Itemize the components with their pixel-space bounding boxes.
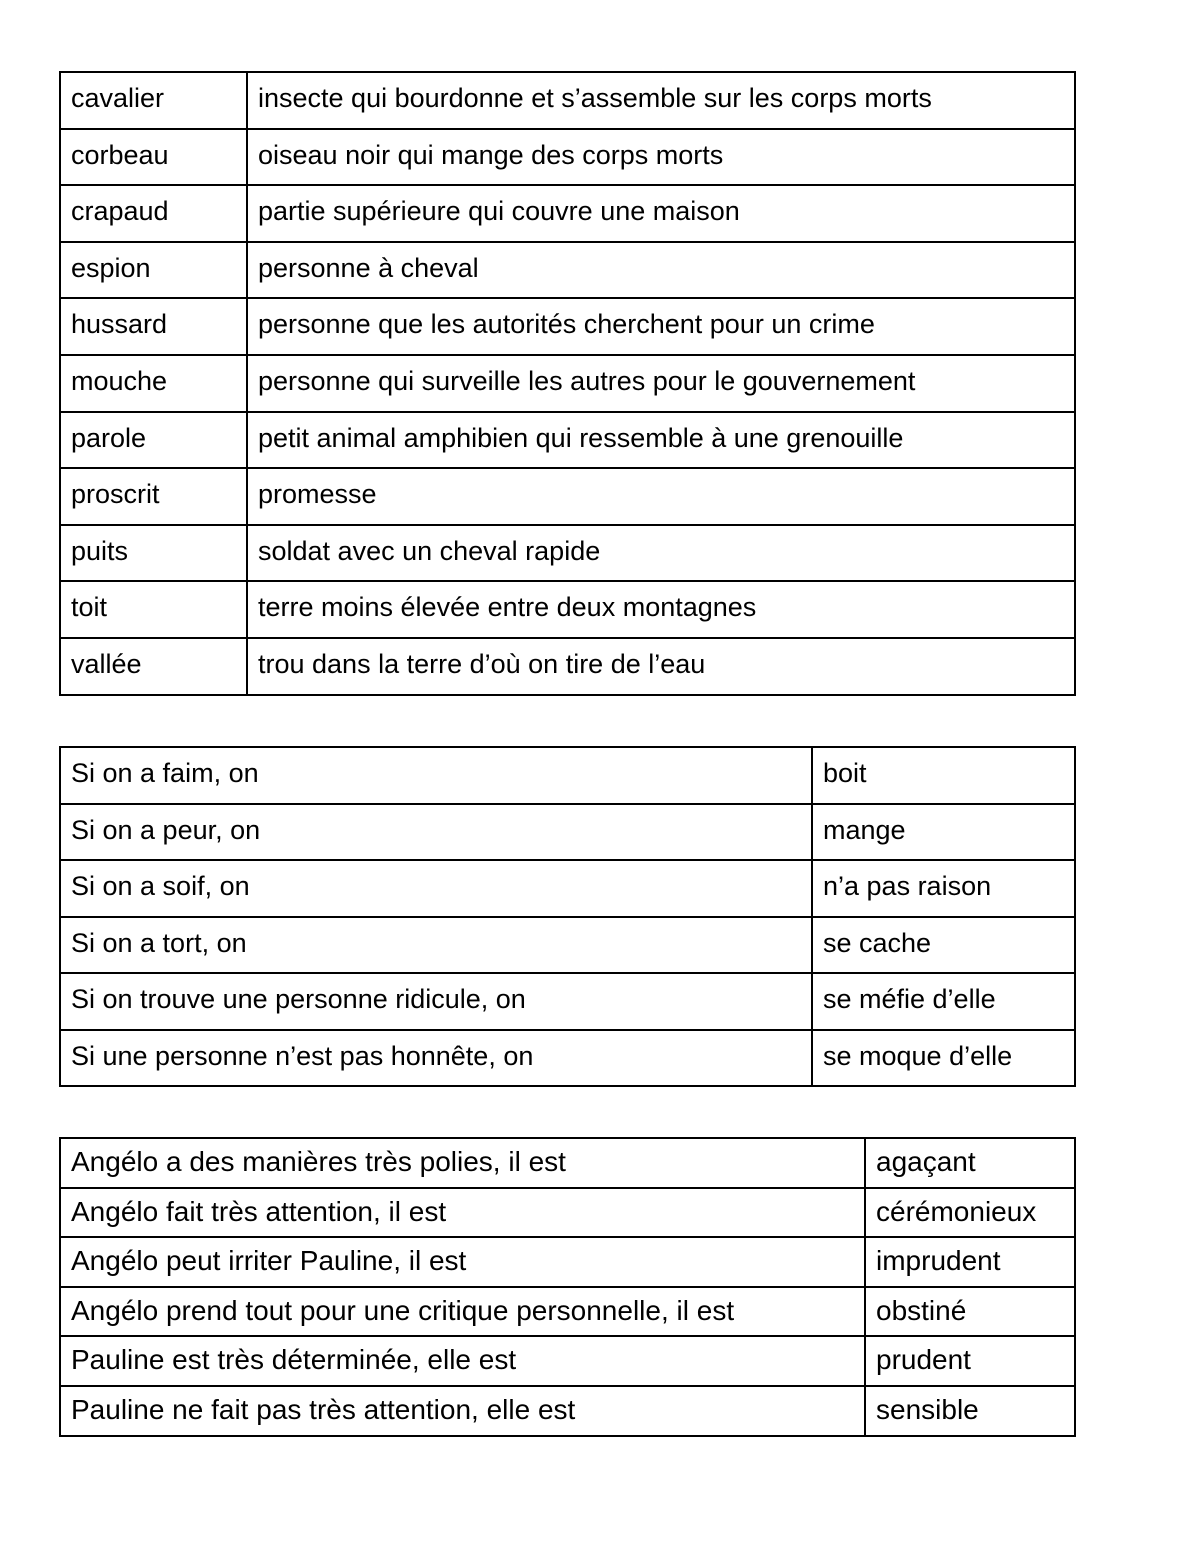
- table-row: [60, 860, 1075, 917]
- word-cell: vallée: [60, 638, 247, 695]
- table-row: [60, 298, 1075, 355]
- table-row: [60, 638, 1075, 695]
- table-row: [60, 525, 1075, 582]
- table-row: [60, 917, 1075, 974]
- table-row: [60, 355, 1075, 412]
- reaction-cell: se moque d’elle: [812, 1030, 1075, 1087]
- condition-cell: Si on trouve une personne ridicule, on: [60, 973, 812, 1030]
- table-row: [60, 747, 1075, 804]
- definition-cell: partie supérieure qui couvre une maison: [247, 185, 1075, 242]
- reaction-cell: mange: [812, 804, 1075, 861]
- condition-cell: Si une personne n’est pas honnête, on: [60, 1030, 812, 1087]
- definition-cell: terre moins élevée entre deux montagnes: [247, 581, 1075, 638]
- reaction-cell: se cache: [812, 917, 1075, 974]
- definition-cell: personne à cheval: [247, 242, 1075, 299]
- table-row: [60, 581, 1075, 638]
- table-row: [60, 1386, 1075, 1436]
- sentence-cell: Angélo peut irriter Pauline, il est: [60, 1237, 865, 1287]
- table-row: [60, 1237, 1075, 1287]
- adjective-cell: sensible: [865, 1386, 1075, 1436]
- table-row: [60, 1287, 1075, 1337]
- definition-cell: trou dans la terre d’où on tire de l’eau: [247, 638, 1075, 695]
- definition-cell: personne qui surveille les autres pour le gouvernement: [247, 355, 1075, 412]
- word-cell: puits: [60, 525, 247, 582]
- sentence-cell: Pauline est très déterminée, elle est: [60, 1336, 865, 1386]
- adjective-cell: prudent: [865, 1336, 1075, 1386]
- table-row: [60, 468, 1075, 525]
- condition-cell: Si on a soif, on: [60, 860, 812, 917]
- reaction-cell: se méfie d’elle: [812, 973, 1075, 1030]
- sentence-cell: Pauline ne fait pas très attention, elle est: [60, 1386, 865, 1436]
- table-row: [60, 1030, 1075, 1087]
- word-cell: espion: [60, 242, 247, 299]
- word-cell: proscrit: [60, 468, 247, 525]
- table-row: [60, 804, 1075, 861]
- definition-cell: oiseau noir qui mange des corps morts: [247, 129, 1075, 186]
- table-row: [60, 72, 1075, 129]
- definition-cell: soldat avec un cheval rapide: [247, 525, 1075, 582]
- vocabulary-matching-table: [59, 71, 1076, 696]
- word-cell: mouche: [60, 355, 247, 412]
- word-cell: parole: [60, 412, 247, 469]
- sentence-cell: Angélo fait très attention, il est: [60, 1188, 865, 1238]
- table-row: [60, 129, 1075, 186]
- sentence-cell: Angélo prend tout pour une critique personnelle, il est: [60, 1287, 865, 1337]
- table-row: [60, 1188, 1075, 1238]
- definition-cell: petit animal amphibien qui ressemble à une grenouille: [247, 412, 1075, 469]
- definition-cell: personne que les autorités cherchent pour un crime: [247, 298, 1075, 355]
- word-cell: toit: [60, 581, 247, 638]
- table-row: [60, 1336, 1075, 1386]
- table-row: [60, 185, 1075, 242]
- reaction-cell: n’a pas raison: [812, 860, 1075, 917]
- adjective-cell: cérémonieux: [865, 1188, 1075, 1238]
- condition-cell: Si on a faim, on: [60, 747, 812, 804]
- adjective-cell: imprudent: [865, 1237, 1075, 1287]
- definition-cell: insecte qui bourdonne et s’assemble sur les corps morts: [247, 72, 1075, 129]
- word-cell: crapaud: [60, 185, 247, 242]
- condition-cell: Si on a peur, on: [60, 804, 812, 861]
- definition-cell: promesse: [247, 468, 1075, 525]
- table-row: [60, 973, 1075, 1030]
- word-cell: corbeau: [60, 129, 247, 186]
- word-cell: cavalier: [60, 72, 247, 129]
- word-cell: hussard: [60, 298, 247, 355]
- table-row: [60, 412, 1075, 469]
- reaction-cell: boit: [812, 747, 1075, 804]
- condition-cell: Si on a tort, on: [60, 917, 812, 974]
- traits-matching-table: [59, 1137, 1076, 1437]
- adjective-cell: obstiné: [865, 1287, 1075, 1337]
- table-row: [60, 1138, 1075, 1188]
- sentence-cell: Angélo a des manières très polies, il est: [60, 1138, 865, 1188]
- situations-matching-table: [59, 746, 1076, 1087]
- table-row: [60, 242, 1075, 299]
- adjective-cell: agaçant: [865, 1138, 1075, 1188]
